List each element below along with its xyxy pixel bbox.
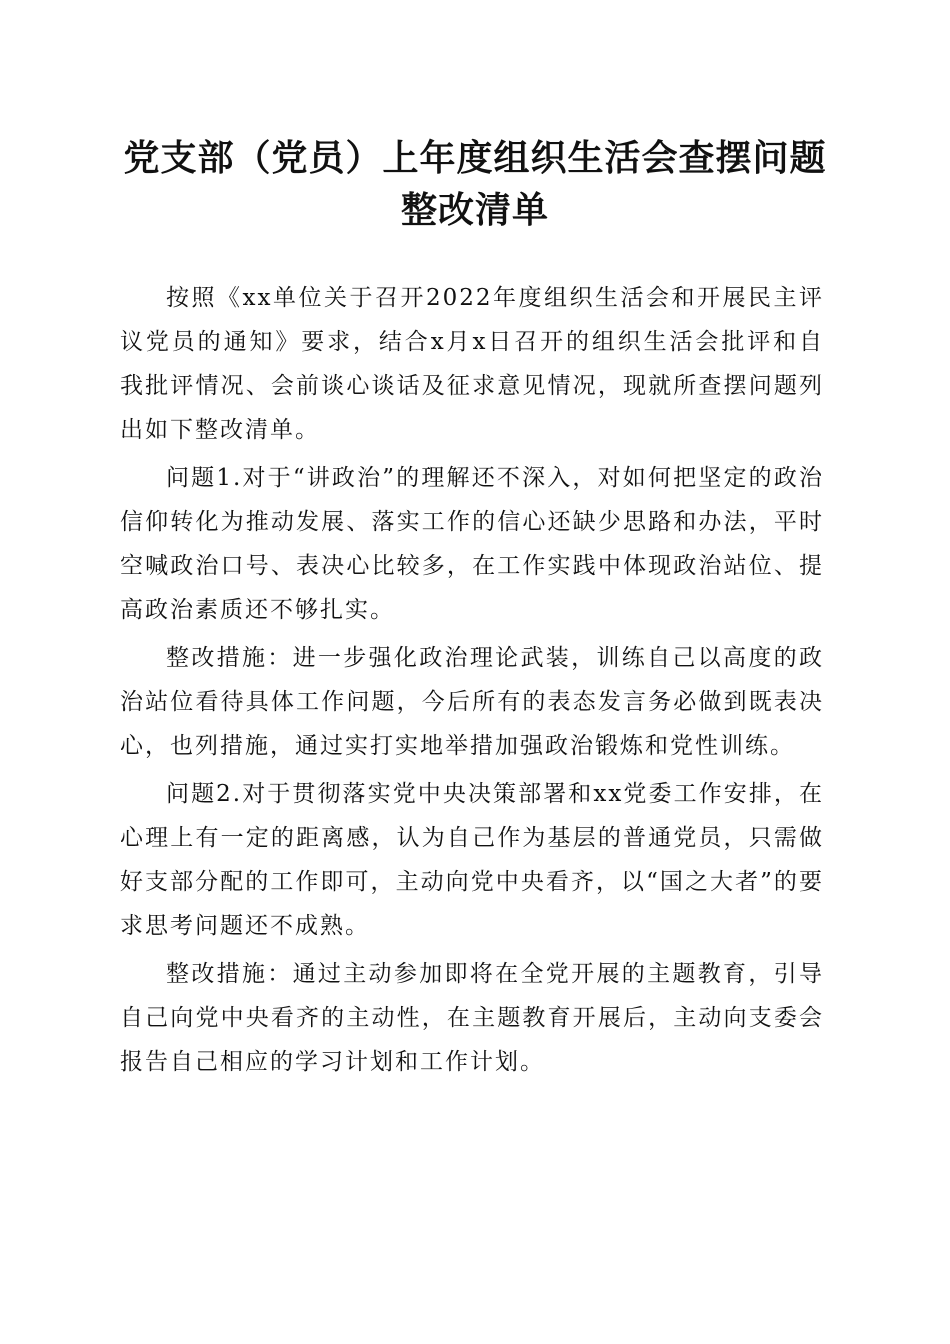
measure-1-paragraph: 整改措施：进一步强化政治理论武装，训练自己以高度的政治站位看待具体工作问题，今后所有的表态发言务必做到既表决心，也列措施，通过实打实地举措加强政治锻炼和党性训练。 (120, 645, 824, 759)
document-body (120, 276, 824, 1088)
problem-2-paragraph: 问题2.对于贯彻落实党中央决策部署和xx党委工作安排，在心理上有一定的距离感，认为自己作为基层的普通党员，只需做好支部分配的工作即可，主动向党中央看齐，以“国之大者”的要求思考问题还不成熟。 (120, 781, 824, 939)
problem-1-paragraph: 问题1.对于“讲政治”的理解还不深入，对如何把坚定的政治信仰转化为推动发展、落实工作的信心还缺少思路和办法，平时空喊政治口号、表决心比较多，在工作实践中体现政治站位、提高政治素质还不够扎实。 (120, 465, 824, 623)
document-title: 党支部（党员）上年度组织生活会查摆问题整改清单 (123, 137, 827, 231)
measure-2-paragraph: 整改措施：通过主动参加即将在全党开展的主题教育，引导自己向党中央看齐的主动性，在主题教育开展后，主动向支委会报告自己相应的学习计划和工作计划。 (120, 961, 824, 1075)
intro-paragraph: 按照《xx单位关于召开2022年度组织生活会和开展民主评议党员的通知》要求，结合x月x日召开的组织生活会批评和自我批评情况、会前谈心谈话及征求意见情况，现就所查摆问题列出如下整改清单。 (120, 285, 824, 443)
